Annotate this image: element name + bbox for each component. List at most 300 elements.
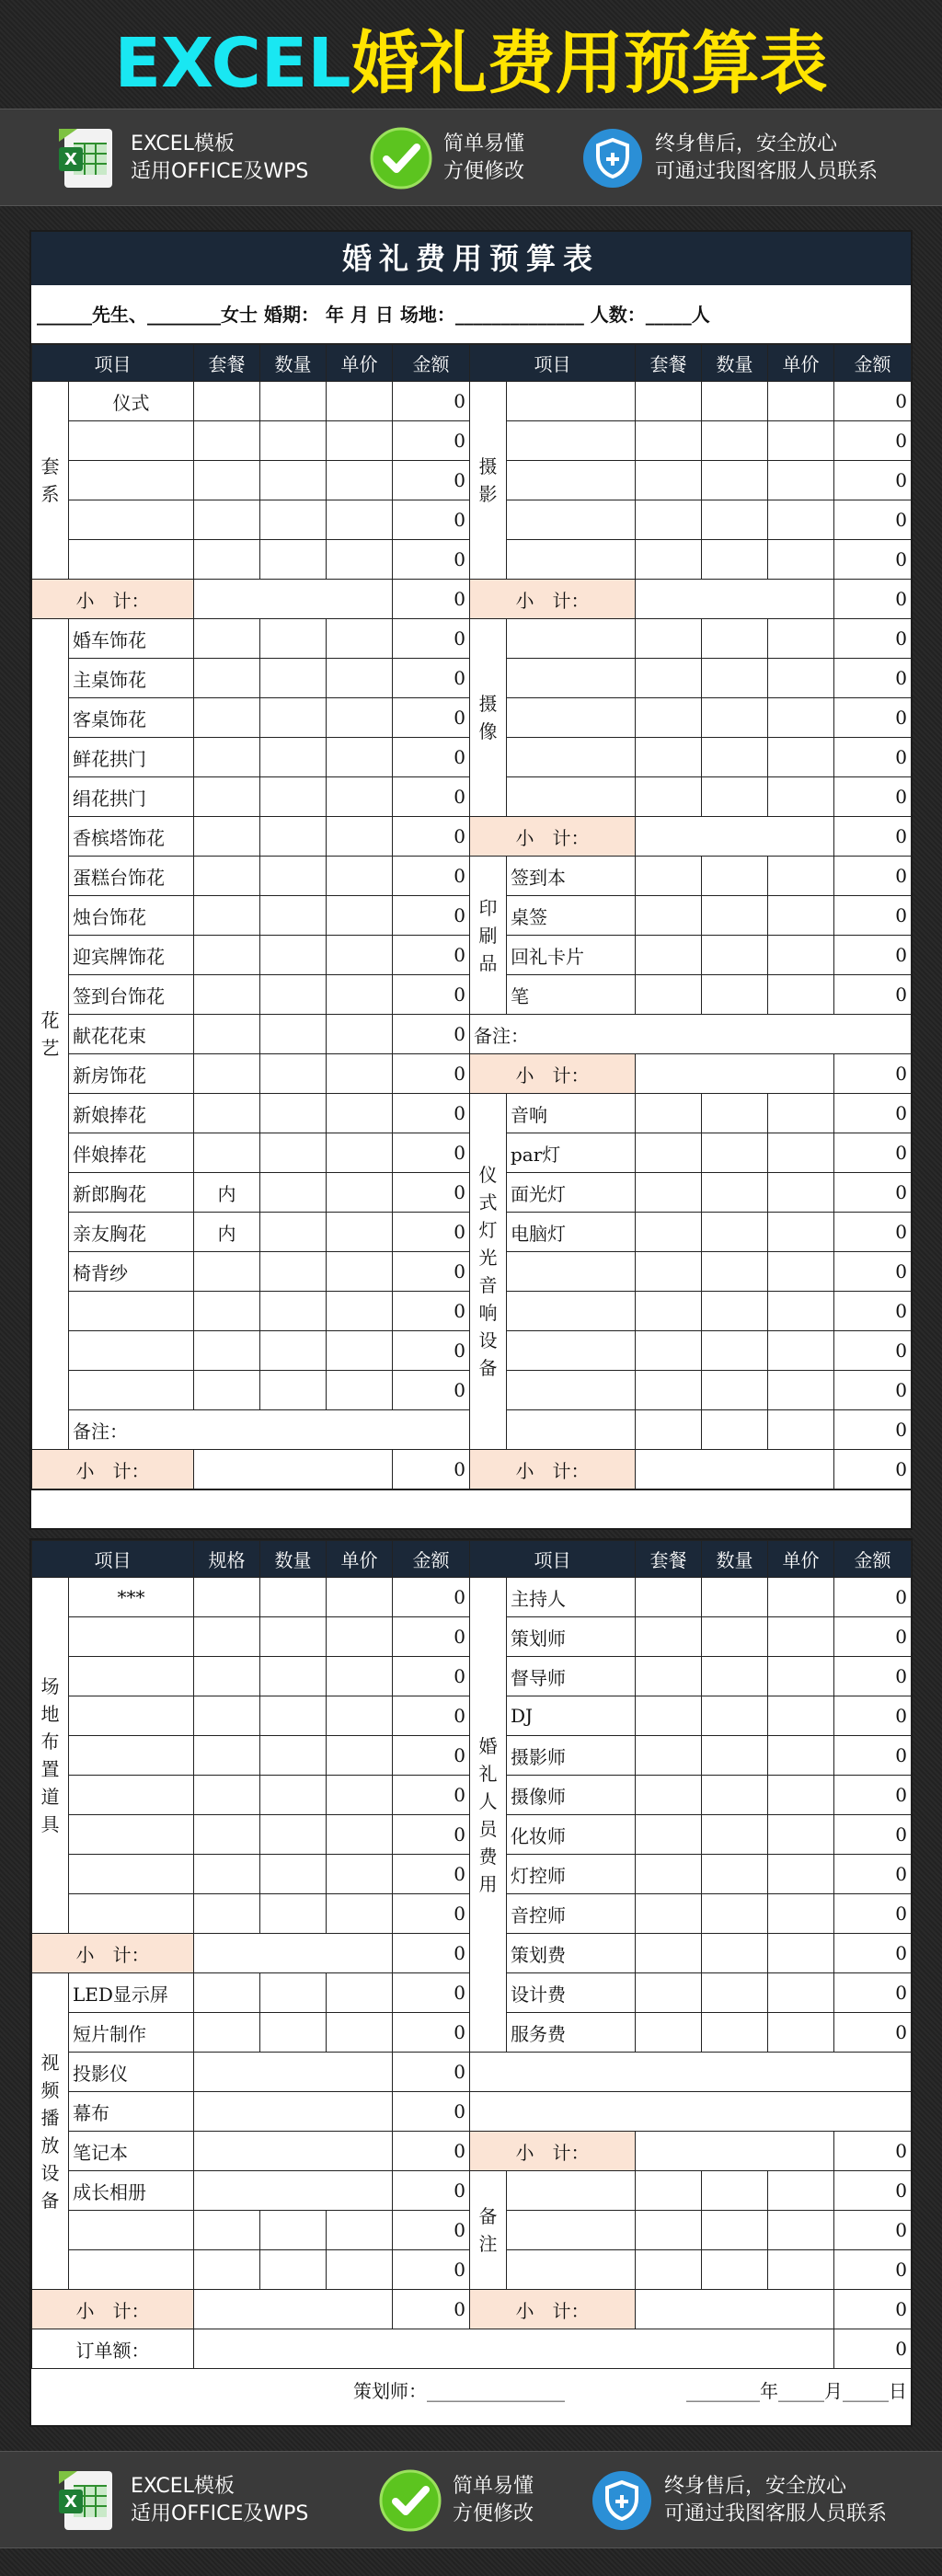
input-cell[interactable] bbox=[69, 2250, 194, 2290]
input-cell[interactable] bbox=[768, 1657, 834, 1696]
input-cell[interactable] bbox=[636, 1252, 702, 1292]
input-cell[interactable] bbox=[260, 2013, 327, 2053]
input-cell[interactable] bbox=[768, 1736, 834, 1776]
input-cell[interactable] bbox=[194, 382, 260, 421]
input-cell[interactable] bbox=[194, 659, 260, 698]
input-cell[interactable] bbox=[636, 2171, 702, 2211]
input-cell[interactable] bbox=[768, 1410, 834, 1450]
blank-row[interactable] bbox=[470, 2053, 912, 2092]
input-cell[interactable] bbox=[327, 1292, 393, 1331]
input-cell[interactable] bbox=[69, 1696, 194, 1736]
input-cell[interactable] bbox=[327, 1054, 393, 1094]
input-cell[interactable] bbox=[507, 1252, 636, 1292]
input-cell[interactable] bbox=[702, 777, 768, 817]
input-cell[interactable] bbox=[327, 659, 393, 698]
input-cell[interactable] bbox=[194, 1578, 260, 1617]
input-cell[interactable] bbox=[194, 738, 260, 777]
input-cell[interactable] bbox=[507, 540, 636, 580]
input-cell[interactable] bbox=[194, 896, 260, 936]
input-cell[interactable] bbox=[194, 1855, 260, 1894]
input-cell[interactable] bbox=[260, 1094, 327, 1133]
input-cell[interactable] bbox=[768, 1292, 834, 1331]
subtotal-span[interactable] bbox=[194, 1450, 393, 1489]
input-cell[interactable] bbox=[327, 1736, 393, 1776]
input-cell[interactable] bbox=[702, 659, 768, 698]
input-cell[interactable] bbox=[260, 619, 327, 659]
input-cell[interactable] bbox=[768, 1776, 834, 1815]
input-cell[interactable] bbox=[507, 777, 636, 817]
input-cell[interactable] bbox=[69, 500, 194, 540]
input-cell[interactable] bbox=[768, 1855, 834, 1894]
input-cell[interactable] bbox=[327, 1578, 393, 1617]
input-cell[interactable] bbox=[260, 1855, 327, 1894]
input-cell[interactable] bbox=[768, 1331, 834, 1371]
input-cell[interactable] bbox=[636, 777, 702, 817]
input-cell[interactable] bbox=[327, 382, 393, 421]
input-cell[interactable] bbox=[768, 659, 834, 698]
input-cell[interactable] bbox=[702, 1736, 768, 1776]
input-cell[interactable] bbox=[260, 2250, 327, 2290]
input-cell[interactable] bbox=[636, 382, 702, 421]
input-cell[interactable] bbox=[327, 1213, 393, 1252]
input-cell[interactable] bbox=[636, 1617, 702, 1657]
input-cell[interactable] bbox=[327, 857, 393, 896]
input-cell[interactable] bbox=[260, 817, 327, 857]
input-cell[interactable] bbox=[636, 1776, 702, 1815]
input-cell[interactable] bbox=[327, 1855, 393, 1894]
input-cell[interactable] bbox=[194, 1252, 260, 1292]
input-cell[interactable] bbox=[702, 461, 768, 500]
input-cell[interactable] bbox=[768, 1213, 834, 1252]
input-cell[interactable] bbox=[702, 1094, 768, 1133]
input-cell[interactable] bbox=[702, 619, 768, 659]
input-cell[interactable] bbox=[194, 1815, 260, 1855]
input-cell[interactable] bbox=[260, 1252, 327, 1292]
input-cell[interactable] bbox=[702, 738, 768, 777]
subtotal-span[interactable] bbox=[636, 1450, 834, 1489]
input-cell[interactable] bbox=[636, 461, 702, 500]
input-cell[interactable] bbox=[69, 1617, 194, 1657]
input-cell[interactable] bbox=[768, 421, 834, 461]
input-cell[interactable] bbox=[702, 1371, 768, 1410]
input-cell[interactable] bbox=[702, 1133, 768, 1173]
sheet1-bottom-gap bbox=[31, 1489, 911, 1526]
input-cell[interactable] bbox=[768, 1934, 834, 1973]
input-cell[interactable] bbox=[69, 1736, 194, 1776]
input-cell[interactable] bbox=[194, 1696, 260, 1736]
input-cell[interactable] bbox=[768, 975, 834, 1015]
input-cell[interactable] bbox=[768, 2250, 834, 2290]
input-cell[interactable] bbox=[636, 1213, 702, 1252]
input-cell[interactable] bbox=[194, 540, 260, 580]
input-cell[interactable] bbox=[768, 619, 834, 659]
amount-cell: 0 bbox=[393, 1292, 470, 1331]
input-cell[interactable] bbox=[69, 1894, 194, 1934]
input-cell[interactable] bbox=[194, 936, 260, 975]
input-cell[interactable] bbox=[636, 1815, 702, 1855]
input-cell[interactable] bbox=[702, 1973, 768, 2013]
input-cell[interactable] bbox=[636, 1094, 702, 1133]
input-cell[interactable] bbox=[69, 2211, 194, 2250]
item-name: 婚车饰花 bbox=[69, 619, 194, 659]
input-cell[interactable] bbox=[636, 659, 702, 698]
input-cell[interactable] bbox=[260, 1973, 327, 2013]
input-cell[interactable] bbox=[507, 1371, 636, 1410]
input-cell[interactable] bbox=[507, 500, 636, 540]
amount-cell: 0 bbox=[393, 461, 470, 500]
input-cell[interactable] bbox=[507, 1331, 636, 1371]
input-cell[interactable] bbox=[69, 1776, 194, 1815]
group-dengguang: 仪式灯光音响设备 bbox=[470, 1094, 507, 1450]
input-cell[interactable] bbox=[327, 2013, 393, 2053]
input-cell[interactable] bbox=[702, 896, 768, 936]
input-cell[interactable] bbox=[260, 540, 327, 580]
input-cell[interactable] bbox=[194, 817, 260, 857]
input-cell[interactable] bbox=[507, 2211, 636, 2250]
input-cell[interactable] bbox=[260, 1657, 327, 1696]
input-cell[interactable] bbox=[69, 1331, 194, 1371]
input-cell[interactable] bbox=[327, 1252, 393, 1292]
input-cell[interactable] bbox=[327, 1815, 393, 1855]
amount-cell: 0 bbox=[834, 1331, 912, 1371]
input-cell[interactable] bbox=[69, 1855, 194, 1894]
input-cell[interactable] bbox=[260, 738, 327, 777]
input-cell[interactable] bbox=[636, 500, 702, 540]
input-cell[interactable] bbox=[636, 1410, 702, 1450]
input-cell[interactable] bbox=[327, 817, 393, 857]
input-cell[interactable] bbox=[702, 1292, 768, 1331]
input-cell[interactable] bbox=[702, 500, 768, 540]
input-cell[interactable] bbox=[507, 619, 636, 659]
input-cell[interactable] bbox=[260, 896, 327, 936]
input-cell[interactable] bbox=[260, 382, 327, 421]
input-cell[interactable] bbox=[327, 500, 393, 540]
input-cell[interactable] bbox=[194, 1657, 260, 1696]
input-cell[interactable] bbox=[327, 421, 393, 461]
input-cell[interactable] bbox=[636, 1578, 702, 1617]
subtotal-span[interactable] bbox=[194, 1934, 393, 1973]
input-cell[interactable] bbox=[194, 1617, 260, 1657]
input-cell[interactable] bbox=[260, 421, 327, 461]
input-cell[interactable] bbox=[194, 1133, 260, 1173]
input-cell[interactable] bbox=[768, 1815, 834, 1855]
order-total-span[interactable] bbox=[194, 2329, 834, 2369]
input-cell[interactable] bbox=[636, 421, 702, 461]
input-cell[interactable] bbox=[260, 1292, 327, 1331]
input-cell[interactable] bbox=[768, 1696, 834, 1736]
input-cell[interactable] bbox=[636, 975, 702, 1015]
input-cell[interactable] bbox=[260, 500, 327, 540]
item-name: 回礼卡片 bbox=[507, 936, 636, 975]
subtotal-span[interactable] bbox=[636, 817, 834, 857]
input-cell[interactable] bbox=[636, 1696, 702, 1736]
input-cell[interactable] bbox=[327, 896, 393, 936]
feature-service bbox=[580, 121, 878, 196]
input-cell[interactable] bbox=[636, 698, 702, 738]
input-cell[interactable] bbox=[636, 619, 702, 659]
input-cell[interactable] bbox=[260, 1736, 327, 1776]
input-cell[interactable] bbox=[69, 421, 194, 461]
input-cell[interactable] bbox=[327, 540, 393, 580]
input-cell[interactable] bbox=[636, 1855, 702, 1894]
input-cell[interactable] bbox=[260, 1776, 327, 1815]
feature-excel-bottom bbox=[55, 2463, 308, 2538]
input-cell[interactable] bbox=[768, 698, 834, 738]
input-cell[interactable] bbox=[636, 1331, 702, 1371]
sign-date[interactable]: ________年_____月_____日 bbox=[686, 2380, 907, 2402]
input-cell[interactable] bbox=[768, 382, 834, 421]
input-cell[interactable] bbox=[327, 1331, 393, 1371]
input-cell[interactable] bbox=[69, 461, 194, 500]
input-cell[interactable] bbox=[260, 1617, 327, 1657]
input-cell[interactable] bbox=[702, 1252, 768, 1292]
input-cell[interactable] bbox=[327, 1133, 393, 1173]
input-cell[interactable] bbox=[260, 1015, 327, 1054]
subtotal-changdi: 小 计： bbox=[32, 1934, 194, 1973]
input-cell[interactable] bbox=[768, 896, 834, 936]
input-cell[interactable] bbox=[702, 382, 768, 421]
input-cell[interactable] bbox=[702, 1617, 768, 1657]
input-cell[interactable] bbox=[327, 619, 393, 659]
input-cell[interactable] bbox=[768, 540, 834, 580]
input-cell[interactable] bbox=[194, 2211, 260, 2250]
item-name: *** bbox=[69, 1578, 194, 1617]
input-cell[interactable] bbox=[702, 1173, 768, 1213]
input-cell[interactable] bbox=[768, 2211, 834, 2250]
input-cell[interactable] bbox=[636, 1736, 702, 1776]
input-cell[interactable] bbox=[636, 936, 702, 975]
input-cell[interactable] bbox=[260, 1815, 327, 1855]
input-cell[interactable] bbox=[636, 1934, 702, 1973]
input-cell[interactable] bbox=[768, 1133, 834, 1173]
input-cell[interactable] bbox=[327, 1894, 393, 1934]
input-cell[interactable] bbox=[507, 698, 636, 738]
input-cell[interactable] bbox=[194, 975, 260, 1015]
input-cell[interactable] bbox=[768, 857, 834, 896]
sheet-title: 婚礼费用预算表 bbox=[31, 232, 911, 285]
amount-cell: 0 bbox=[834, 2132, 912, 2171]
input-cell[interactable] bbox=[702, 1894, 768, 1934]
amount-cell: 0 bbox=[834, 1736, 912, 1776]
subtotal-span[interactable] bbox=[636, 1054, 834, 1094]
input-cell[interactable] bbox=[194, 2250, 260, 2290]
input-cell[interactable] bbox=[507, 659, 636, 698]
input-cell[interactable] bbox=[327, 1094, 393, 1133]
input-cell[interactable] bbox=[768, 777, 834, 817]
input-cell[interactable] bbox=[702, 1213, 768, 1252]
input-cell[interactable] bbox=[194, 500, 260, 540]
input-cell[interactable] bbox=[260, 1213, 327, 1252]
input-cell[interactable] bbox=[69, 540, 194, 580]
input-cell[interactable] bbox=[260, 857, 327, 896]
input-cell[interactable] bbox=[260, 461, 327, 500]
input-cell[interactable] bbox=[636, 896, 702, 936]
input-cell[interactable] bbox=[260, 1578, 327, 1617]
input-cell[interactable] bbox=[194, 1736, 260, 1776]
input-cell[interactable] bbox=[507, 382, 636, 421]
input-cell[interactable] bbox=[636, 1173, 702, 1213]
input-cell[interactable] bbox=[507, 1410, 636, 1450]
input-cell[interactable] bbox=[327, 2250, 393, 2290]
input-cell[interactable] bbox=[507, 421, 636, 461]
item-name: 幕布 bbox=[69, 2092, 194, 2132]
input-cell[interactable] bbox=[702, 1934, 768, 1973]
input-cell[interactable] bbox=[702, 2171, 768, 2211]
input-cell[interactable] bbox=[69, 1292, 194, 1331]
input-cell[interactable] bbox=[768, 2171, 834, 2211]
input-cell[interactable] bbox=[636, 1894, 702, 1934]
input-cell[interactable] bbox=[260, 1133, 327, 1173]
input-cell[interactable] bbox=[702, 421, 768, 461]
input-cell[interactable] bbox=[702, 1410, 768, 1450]
input-cell[interactable] bbox=[636, 857, 702, 896]
merged-cell[interactable] bbox=[194, 2171, 393, 2211]
input-cell[interactable] bbox=[194, 2013, 260, 2053]
subtotal-span[interactable] bbox=[636, 580, 834, 619]
input-cell[interactable] bbox=[702, 698, 768, 738]
input-cell[interactable] bbox=[507, 461, 636, 500]
input-cell[interactable] bbox=[636, 2013, 702, 2053]
input-cell[interactable] bbox=[702, 2250, 768, 2290]
input-cell[interactable] bbox=[327, 1973, 393, 2013]
input-cell[interactable] bbox=[702, 975, 768, 1015]
input-cell[interactable] bbox=[194, 421, 260, 461]
input-cell[interactable] bbox=[327, 1015, 393, 1054]
input-cell[interactable] bbox=[636, 2250, 702, 2290]
input-cell[interactable] bbox=[702, 2013, 768, 2053]
input-cell[interactable] bbox=[507, 738, 636, 777]
input-cell[interactable] bbox=[507, 1292, 636, 1331]
input-cell[interactable] bbox=[194, 619, 260, 659]
input-cell[interactable] bbox=[260, 1371, 327, 1410]
input-cell[interactable] bbox=[69, 1371, 194, 1410]
input-cell[interactable] bbox=[327, 1776, 393, 1815]
input-cell[interactable] bbox=[636, 1292, 702, 1331]
input-cell[interactable] bbox=[702, 1331, 768, 1371]
input-cell[interactable] bbox=[194, 1973, 260, 2013]
input-cell[interactable] bbox=[69, 1657, 194, 1696]
feature-easy bbox=[368, 121, 524, 196]
input-cell[interactable] bbox=[260, 1696, 327, 1736]
input-cell[interactable] bbox=[768, 500, 834, 540]
input-cell[interactable] bbox=[768, 1094, 834, 1133]
planner-signature[interactable]: 策划师：_______________ bbox=[353, 2380, 565, 2402]
subtotal-span[interactable] bbox=[636, 2290, 834, 2329]
input-cell[interactable] bbox=[194, 857, 260, 896]
input-cell[interactable] bbox=[260, 1173, 327, 1213]
input-cell[interactable] bbox=[194, 461, 260, 500]
input-cell[interactable] bbox=[260, 777, 327, 817]
input-cell[interactable] bbox=[69, 1815, 194, 1855]
input-cell[interactable] bbox=[768, 2013, 834, 2053]
input-cell[interactable] bbox=[327, 1371, 393, 1410]
input-cell[interactable] bbox=[636, 1133, 702, 1173]
input-cell[interactable] bbox=[636, 738, 702, 777]
input-cell[interactable] bbox=[260, 1894, 327, 1934]
subtotal-span[interactable] bbox=[194, 580, 393, 619]
input-cell[interactable] bbox=[702, 936, 768, 975]
input-cell[interactable] bbox=[260, 975, 327, 1015]
input-cell[interactable] bbox=[327, 698, 393, 738]
input-cell[interactable] bbox=[194, 1331, 260, 1371]
input-cell[interactable] bbox=[768, 1894, 834, 1934]
input-cell[interactable] bbox=[702, 1855, 768, 1894]
merged-cell[interactable] bbox=[194, 2132, 393, 2171]
input-cell[interactable] bbox=[194, 1054, 260, 1094]
input-cell[interactable] bbox=[702, 857, 768, 896]
input-cell[interactable] bbox=[636, 540, 702, 580]
input-cell[interactable] bbox=[327, 738, 393, 777]
input-cell[interactable] bbox=[702, 540, 768, 580]
subtotal-span[interactable] bbox=[194, 2290, 393, 2329]
input-cell[interactable] bbox=[702, 1696, 768, 1736]
input-cell[interactable] bbox=[768, 1173, 834, 1213]
header-cell: 数量 bbox=[260, 345, 327, 382]
input-cell[interactable] bbox=[194, 1292, 260, 1331]
merged-cell[interactable] bbox=[194, 2053, 393, 2092]
input-cell[interactable] bbox=[194, 1371, 260, 1410]
blank-row[interactable] bbox=[470, 2092, 912, 2132]
input-cell[interactable] bbox=[636, 1657, 702, 1696]
input-cell[interactable] bbox=[768, 738, 834, 777]
input-cell[interactable] bbox=[260, 659, 327, 698]
input-cell[interactable] bbox=[702, 1657, 768, 1696]
input-cell[interactable] bbox=[260, 2211, 327, 2250]
input-cell[interactable] bbox=[260, 1331, 327, 1371]
input-cell[interactable] bbox=[636, 1371, 702, 1410]
input-cell[interactable] bbox=[327, 1617, 393, 1657]
input-cell[interactable] bbox=[194, 1776, 260, 1815]
input-cell[interactable] bbox=[768, 1252, 834, 1292]
input-cell[interactable] bbox=[327, 1173, 393, 1213]
input-cell[interactable] bbox=[768, 1578, 834, 1617]
input-cell[interactable] bbox=[327, 1657, 393, 1696]
input-cell[interactable] bbox=[768, 1371, 834, 1410]
merged-cell[interactable] bbox=[194, 2092, 393, 2132]
subtotal-taoxi: 小 计： bbox=[32, 580, 194, 619]
input-cell[interactable] bbox=[327, 1696, 393, 1736]
input-cell[interactable] bbox=[260, 698, 327, 738]
input-cell[interactable] bbox=[768, 1617, 834, 1657]
input-cell[interactable] bbox=[260, 1054, 327, 1094]
input-cell[interactable] bbox=[194, 1015, 260, 1054]
input-cell[interactable] bbox=[768, 461, 834, 500]
input-cell[interactable] bbox=[507, 2250, 636, 2290]
input-cell[interactable] bbox=[507, 2171, 636, 2211]
subtotal-sheying: 小 计： bbox=[470, 580, 636, 619]
input-cell[interactable] bbox=[768, 936, 834, 975]
input-cell[interactable] bbox=[702, 1815, 768, 1855]
input-cell[interactable] bbox=[702, 1578, 768, 1617]
input-cell[interactable] bbox=[194, 1894, 260, 1934]
input-cell[interactable] bbox=[636, 1973, 702, 2013]
input-cell[interactable] bbox=[327, 461, 393, 500]
item-name: 笔记本 bbox=[69, 2132, 194, 2171]
input-cell[interactable] bbox=[194, 1094, 260, 1133]
input-cell[interactable] bbox=[702, 2211, 768, 2250]
input-cell[interactable] bbox=[636, 2211, 702, 2250]
input-cell[interactable] bbox=[327, 2211, 393, 2250]
input-cell[interactable] bbox=[194, 698, 260, 738]
input-cell[interactable] bbox=[327, 777, 393, 817]
input-cell[interactable] bbox=[327, 975, 393, 1015]
input-cell[interactable] bbox=[194, 777, 260, 817]
subtotal-span[interactable] bbox=[636, 2132, 834, 2171]
input-cell[interactable] bbox=[260, 936, 327, 975]
input-cell[interactable] bbox=[768, 1973, 834, 2013]
input-cell[interactable] bbox=[327, 936, 393, 975]
input-cell[interactable] bbox=[702, 1776, 768, 1815]
